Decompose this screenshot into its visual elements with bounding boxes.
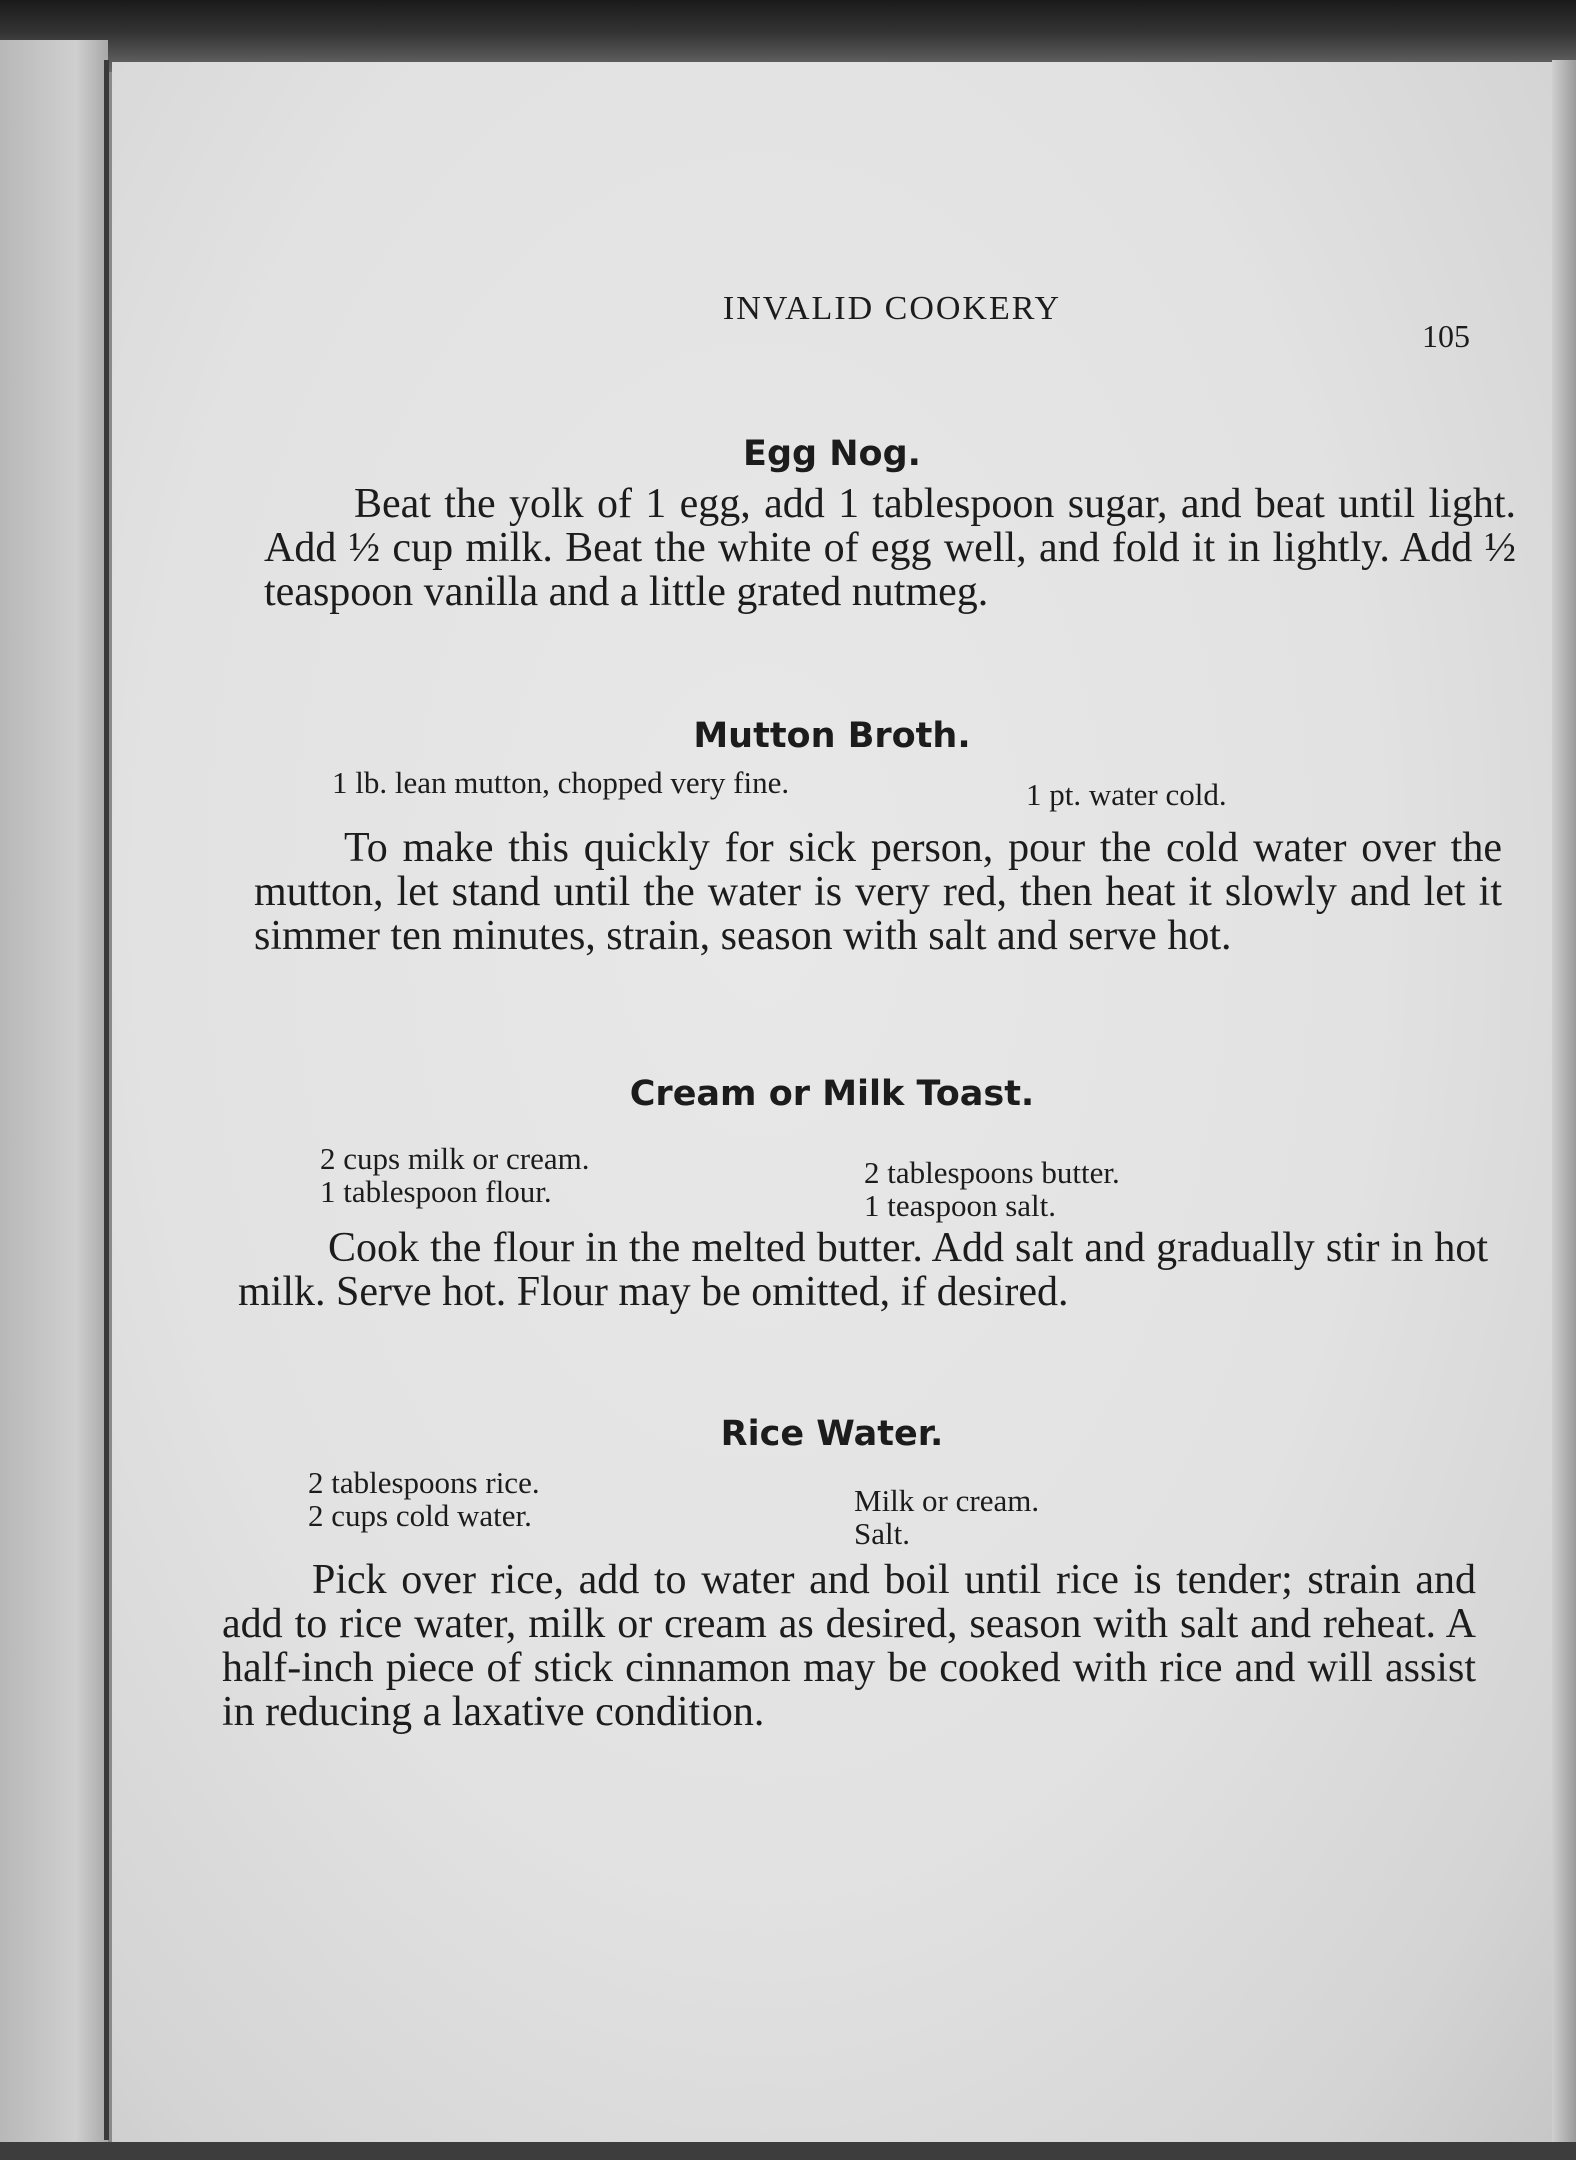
ingredient-item: 1 lb. lean mutton, chopped very fine. <box>332 765 790 800</box>
ingredients-rice-water <box>308 1465 1408 1551</box>
right-page-edge <box>1552 60 1576 2160</box>
recipe-method-rice-water: Pick over rice, add to water and boil until rice is tender; strain and add to rice water, milk or cream as desired, season with salt and reheat. A half-inch piece of stick cinnamon may be cooked with rice and will assist in reducing a laxative condition. <box>222 1557 1476 1735</box>
ingredient-item: 2 cups cold water. <box>308 1498 532 1533</box>
ingredient-item: Milk or cream. <box>854 1483 1040 1518</box>
ingredient-item: 2 cups milk or cream. <box>320 1141 590 1176</box>
bottom-edge <box>0 2142 1576 2160</box>
recipe-method-egg-nog: Beat the yolk of 1 egg, add 1 tablespoon sugar, and beat until light. Add ½ cup milk. Beat the white of egg well, and fold it in lightly. Add ½ teaspoon vanilla and a little grated nutmeg. <box>264 481 1516 615</box>
recipe-method-mutton-broth: To make this quickly for sick person, pour the cold water over the mutton, let stand until the water is very red, then heat it slowly and let it simmer ten minutes, strain, season with salt and serve hot. <box>254 825 1502 959</box>
recipe-title-rice-water: Rice Water. <box>720 1414 944 1454</box>
ingredient-item: 1 tablespoon flour. <box>320 1174 552 1209</box>
ingredient-item: 2 tablespoons butter. <box>864 1155 1120 1190</box>
page-number: 105 <box>1422 318 1470 354</box>
ingredient-item: Salt. <box>854 1516 910 1551</box>
ingredients-milk-toast <box>320 1142 1420 1222</box>
ingredient-item: 1 pt. water cold. <box>1026 777 1227 812</box>
ingredient-item: 2 tablespoons rice. <box>308 1465 540 1500</box>
ingredients-right <box>1026 778 1227 811</box>
ingredients-right <box>854 1484 1039 1550</box>
recipe-title-mutton-broth: Mutton Broth. <box>693 716 971 756</box>
recipe-title-egg-nog: Egg Nog. <box>743 434 921 474</box>
left-page-edge <box>0 40 108 2160</box>
book-page <box>112 62 1552 2160</box>
book-gutter <box>104 60 109 2140</box>
ingredients-left <box>308 1466 540 1532</box>
ingredients-left <box>332 766 789 799</box>
recipe-method-milk-toast: Cook the flour in the melted butter. Add salt and gradually stir in hot milk. Serve hot. Flour may be omitted, if desired. <box>238 1225 1488 1315</box>
ingredients-right <box>864 1156 1120 1222</box>
ingredient-item: 1 teaspoon salt. <box>864 1188 1056 1223</box>
ingredients-left <box>320 1142 589 1208</box>
ingredients-mutton-broth <box>332 765 1432 812</box>
running-head: INVALID COOKERY <box>722 290 1062 327</box>
recipe-title-milk-toast: Cream or Milk Toast. <box>629 1074 1035 1114</box>
